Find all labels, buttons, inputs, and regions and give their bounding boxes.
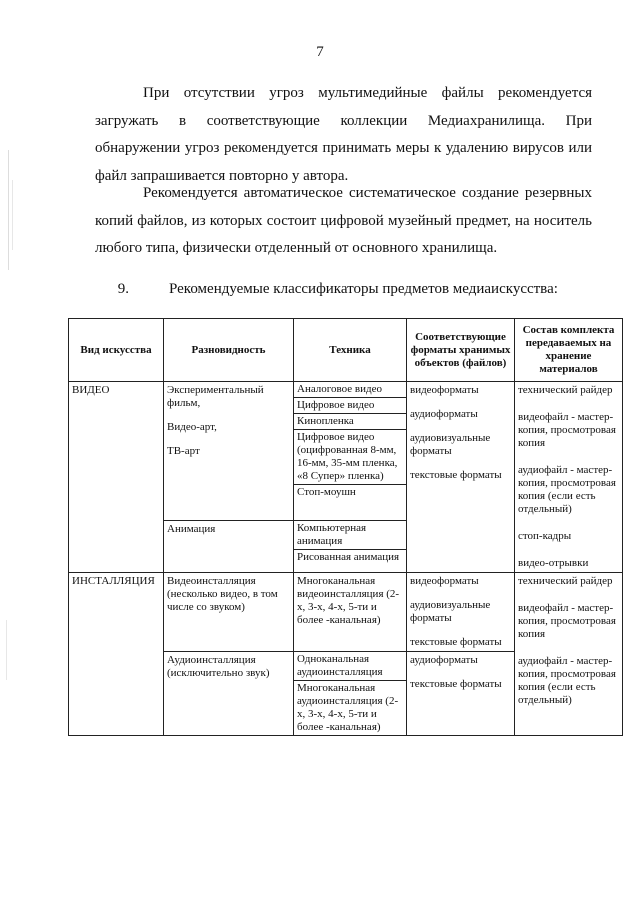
scan-artifact bbox=[6, 620, 7, 680]
classifier-table bbox=[68, 318, 623, 736]
technique-item: Одноканальная аудиоинсталляция bbox=[294, 652, 406, 681]
section-heading bbox=[95, 279, 595, 299]
materials-cell bbox=[515, 382, 623, 573]
material-item: аудиофайл - мастер-копия, просмотровая копия (если есть отдельный) bbox=[518, 464, 616, 515]
paragraph-backup: Рекомендуется автоматическое систематическое создание резервных копий файлов, из которых состоит цифровой музейный предмет, на носитель любого типа, физически отделенный от основного хранилища. bbox=[95, 185, 592, 256]
variety-item: Экспериментальный фильм, bbox=[167, 384, 264, 409]
technique-item: Цифровое видео bbox=[294, 398, 406, 414]
technique-item: Компьютерная анимация bbox=[294, 521, 406, 550]
variety-cell: Аудиоинсталляция (исключительно звук) bbox=[164, 652, 294, 736]
page-number: 7 bbox=[316, 44, 324, 60]
technique-cell bbox=[294, 520, 407, 572]
formats-cell bbox=[407, 382, 515, 573]
format-item: видеоформаты bbox=[410, 384, 479, 396]
paragraph-virus-handling: При отсутствии угроз мультимедийные файлы рекомендуется загружать в соответствующие коллекции Медиахранилища. При обнаружении угроз рекомендуется принимать меры к удалению вирусов или файл запрашивается повторно у автора. bbox=[95, 85, 592, 184]
material-item: видеофайл - мастер-копия, просмотровая копия bbox=[518, 411, 616, 449]
format-item: видеоформаты bbox=[410, 575, 479, 587]
art-kind-cell: ИНСТАЛЛЯЦИЯ bbox=[69, 573, 164, 736]
material-item: технический райдер bbox=[518, 384, 613, 396]
variety-cell bbox=[164, 382, 294, 521]
variety-cell: Анимация bbox=[164, 520, 294, 572]
technique-item: Рисованная анимация bbox=[297, 550, 400, 563]
technique-cell: Многоканальная видеоинсталляция (2-х, 3-х, 4-х, 5-ти и более -канальная) bbox=[294, 573, 407, 652]
technique-item: Аналоговое видео bbox=[294, 382, 406, 398]
material-item: технический райдер bbox=[518, 575, 613, 587]
materials-cell bbox=[515, 573, 623, 736]
section-number: 9. bbox=[117, 281, 129, 297]
table-row bbox=[69, 573, 623, 652]
scan-artifact bbox=[12, 180, 13, 250]
formats-cell bbox=[407, 652, 515, 736]
format-item: аудиовизуальные форматы bbox=[410, 599, 491, 624]
format-item: текстовые форматы bbox=[410, 678, 502, 690]
variety-item: ТВ-арт bbox=[167, 445, 200, 457]
format-item: аудиоформаты bbox=[410, 408, 478, 420]
variety-cell: Видеоинсталляция (несколько видео, в том числе со звуком) bbox=[164, 573, 294, 652]
header-art-kind: Вид искусства bbox=[69, 319, 164, 382]
format-item: текстовые форматы bbox=[410, 469, 502, 481]
technique-cell bbox=[294, 382, 407, 521]
scan-artifact bbox=[8, 150, 9, 270]
technique-item: Стоп-моушн bbox=[297, 486, 356, 498]
technique-item: Цифровое видео (оцифрованная 8-мм, 16-мм, 35-мм пленка, «8 Супер» пленка) bbox=[294, 430, 406, 485]
variety-item: Видео-арт, bbox=[167, 421, 217, 433]
material-item: видеофайл - мастер-копия, просмотровая копия bbox=[518, 602, 616, 640]
art-kind-cell: ВИДЕО bbox=[69, 382, 164, 573]
header-materials: Состав комплекта передаваемых на хранение материалов bbox=[515, 319, 623, 382]
header-formats: Соответствующие форматы хранимых объектов (файлов) bbox=[407, 319, 515, 382]
material-item: аудиофайл - мастер-копия, просмотровая копия (если есть отдельный) bbox=[518, 655, 616, 706]
table-row bbox=[69, 382, 623, 521]
technique-cell bbox=[294, 652, 407, 736]
header-variety: Разновидность bbox=[164, 319, 294, 382]
section-title: Рекомендуемые классификаторы предметов медиаискусства: bbox=[169, 281, 558, 297]
technique-item: Кинопленка bbox=[294, 414, 406, 430]
material-item: видео-отрывки bbox=[518, 557, 589, 569]
header-technique: Техника bbox=[294, 319, 407, 382]
formats-cell bbox=[407, 573, 515, 652]
technique-item: Многоканальная аудиоинсталляция (2-х, 3-х, 4-х, 5-ти и более -канальная) bbox=[297, 682, 399, 733]
material-item: стоп-кадры bbox=[518, 530, 572, 542]
table-header-row bbox=[69, 319, 623, 382]
format-item: текстовые форматы bbox=[410, 636, 502, 648]
format-item: аудиоформаты bbox=[410, 654, 478, 666]
format-item: аудиовизуальные форматы bbox=[410, 432, 491, 457]
